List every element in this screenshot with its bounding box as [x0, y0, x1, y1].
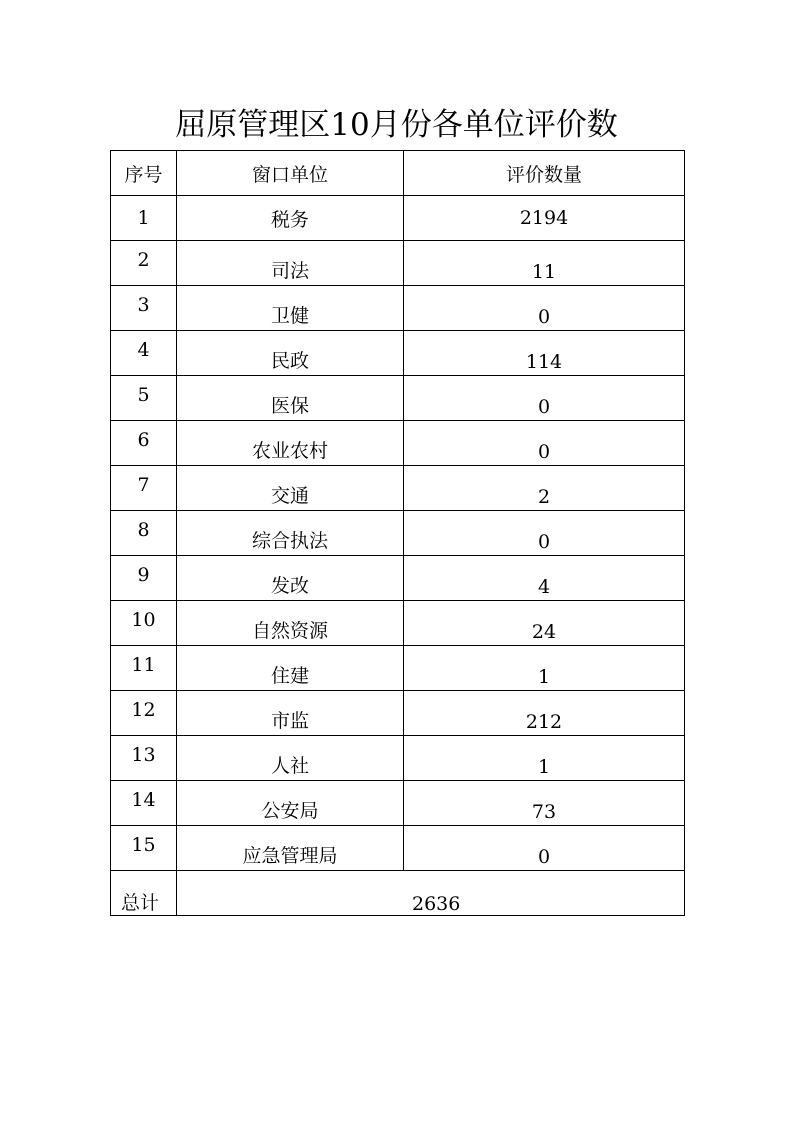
cell-serial: 8 — [111, 511, 177, 556]
cell-count: 4 — [404, 556, 685, 601]
cell-count: 11 — [404, 241, 685, 286]
cell-serial: 4 — [111, 331, 177, 376]
table-row — [111, 736, 685, 781]
cell-serial: 1 — [111, 196, 177, 241]
cell-unit: 市监 — [177, 691, 404, 736]
cell-count: 114 — [404, 331, 685, 376]
table-row — [111, 646, 685, 691]
table-row — [111, 511, 685, 556]
cell-count: 0 — [404, 421, 685, 466]
cell-unit: 发改 — [177, 556, 404, 601]
table-row — [111, 241, 685, 286]
header-serial: 序号 — [111, 151, 177, 196]
cell-count: 1 — [404, 736, 685, 781]
cell-unit: 公安局 — [177, 781, 404, 826]
table-row — [111, 466, 685, 511]
table-row — [111, 331, 685, 376]
table-row — [111, 376, 685, 421]
table-row — [111, 826, 685, 871]
cell-unit: 人社 — [177, 736, 404, 781]
header-unit: 窗口单位 — [177, 151, 404, 196]
cell-serial: 14 — [111, 781, 177, 826]
cell-serial: 2 — [111, 241, 177, 286]
cell-unit: 农业农村 — [177, 421, 404, 466]
cell-serial: 10 — [111, 601, 177, 646]
cell-serial: 15 — [111, 826, 177, 871]
table-row — [111, 601, 685, 646]
total-label: 总计 — [111, 871, 177, 916]
cell-unit: 税务 — [177, 196, 404, 241]
cell-count: 0 — [404, 511, 685, 556]
table-total-row — [111, 871, 685, 916]
cell-count: 2194 — [404, 196, 685, 241]
page-title: 屈原管理区10月份各单位评价数 — [175, 107, 618, 143]
cell-serial: 9 — [111, 556, 177, 601]
header-count: 评价数量 — [404, 151, 685, 196]
cell-count: 212 — [404, 691, 685, 736]
evaluation-table — [110, 150, 685, 916]
table-row — [111, 286, 685, 331]
cell-unit: 应急管理局 — [177, 826, 404, 871]
table-row — [111, 691, 685, 736]
cell-unit: 民政 — [177, 331, 404, 376]
cell-unit: 住建 — [177, 646, 404, 691]
cell-count: 2 — [404, 466, 685, 511]
cell-count: 24 — [404, 601, 685, 646]
cell-serial: 13 — [111, 736, 177, 781]
table-header-row — [111, 151, 685, 196]
cell-serial: 3 — [111, 286, 177, 331]
cell-count: 1 — [404, 646, 685, 691]
cell-unit: 交通 — [177, 466, 404, 511]
total-value: 2636 — [177, 871, 685, 916]
cell-unit: 司法 — [177, 241, 404, 286]
cell-serial: 7 — [111, 466, 177, 511]
cell-serial: 11 — [111, 646, 177, 691]
table-row — [111, 781, 685, 826]
table-row — [111, 556, 685, 601]
cell-unit: 综合执法 — [177, 511, 404, 556]
cell-serial: 12 — [111, 691, 177, 736]
cell-count: 0 — [404, 286, 685, 331]
cell-unit: 卫健 — [177, 286, 404, 331]
cell-count: 73 — [404, 781, 685, 826]
cell-serial: 6 — [111, 421, 177, 466]
cell-serial: 5 — [111, 376, 177, 421]
table-row — [111, 196, 685, 241]
cell-unit: 医保 — [177, 376, 404, 421]
cell-count: 0 — [404, 376, 685, 421]
cell-unit: 自然资源 — [177, 601, 404, 646]
table-row — [111, 421, 685, 466]
cell-count: 0 — [404, 826, 685, 871]
